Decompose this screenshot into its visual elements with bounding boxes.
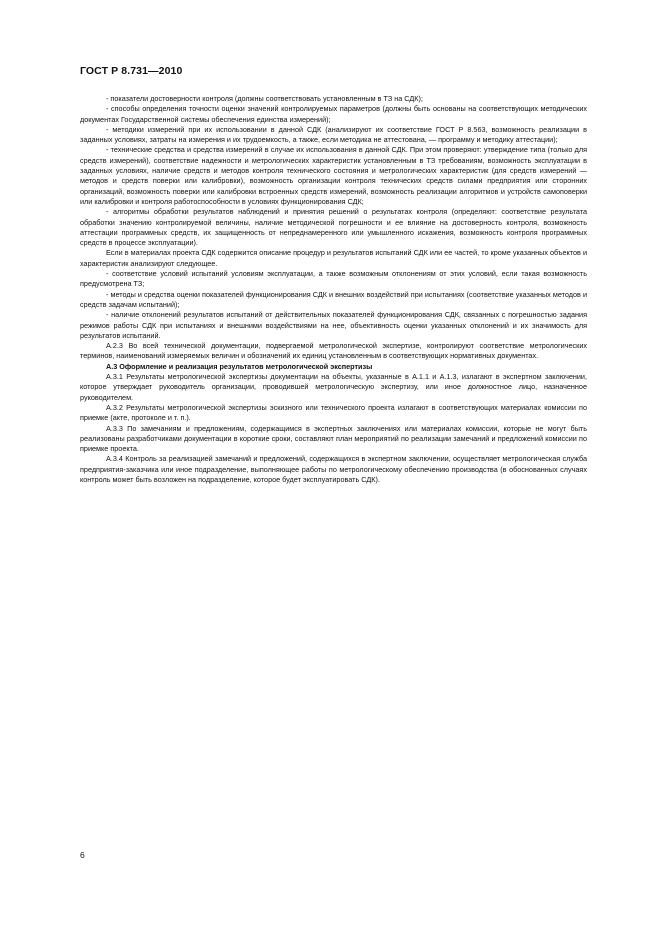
paragraph: - алгоритмы обработки результатов наблюдений и принятия решений о результатах контроля (определяют: соответствие результата обработки значению контролируемой величины, наличие методической погрешности и ее влияние на достоверность контроля, возможность аттестации программных средств, их защищенность от непреднамеренного или умышленного искажения, возможность контроля программных средств в процессе эксплуатации). xyxy=(80,207,587,248)
paragraph: Если в материалах проекта СДК содержится описание процедур и результатов испытаний СДК или ее частей, то кроме указанных объектов и характеристик анализируют следующее. xyxy=(80,248,587,268)
paragraph: А.3.3 По замечаниям и предложениям, содержащимся в экспертных заключениях или материалах комиссии, которые не могут быть реализованы разработчиками документации в короткие сроки, составляют план мероприятий по реализации замечаний и предложений комиссии по приемке проекта. xyxy=(80,423,587,454)
paragraph: А.3.2 Результаты метрологической экспертизы эскизного или технического проекта излагают в соответствующих материалах комиссии по приемке (акте, протоколе и т. п.). xyxy=(80,402,587,423)
document-header: ГОСТ Р 8.731—2010 xyxy=(80,65,183,77)
paragraph: - показатели достоверности контроля (должны соответствовать установленным в ТЗ на СДК); xyxy=(106,94,423,103)
paragraph: - технические средства и средства измерений в случае их использования в данной СДК. При этом проверяют: утверждение типа (только для средств измерений), соответствие надежности и метрологических характеристик установленным в ТЗ требованиям, возможность эксплуатации в заданных условиях, наличие средств и методов контроля технического состояния и метрологических характеристик (для средств измерений — методов и средств поверки или калибровки), возможность организации контроля технических средств силами предприятия или сторонних организаций, возможность поверки или калибровки встроенных средств измерений, возможность реализации алгоритмов и устройств самоповерки или калибровки и контроля работоспособности в условиях функционирования СДК; xyxy=(80,145,587,206)
paragraph: А.3.1 Результаты метрологической экспертизы документации на объекты, указанные в А.1.1 и А.1.3, излагают в экспертном заключении, которое утверждает руководитель организации, проводившей метрологическую экспертизу, или иное должностное лицо, назначенное руководителем. xyxy=(80,372,587,402)
paragraph: - наличие отклонений результатов испытаний от действительных показателей функционирования СДК, связанных с погрешностью задания режимов работы СДК при испытаниях и внешними воздействиями на нее, объективность оценки указанных отклонений и их значимость для результатов испытаний. xyxy=(80,310,587,340)
paragraph: - методы и средства оценки показателей функционирования СДК и внешних воздействий при испытаниях (соответствие указанных методов и средств задачам испытаний); xyxy=(80,289,587,309)
paragraph: - способы определения точности оценки значений контролируемых параметров (должны быть основаны на соответствующих методических документах Государственной системы обеспечения единства измерений); xyxy=(80,104,587,124)
page-number: 6 xyxy=(80,850,85,860)
paragraph: - методики измерений при их использовании в данной СДК (анализируют их соответствие ГОСТ Р 8.563, возможность реализации в заданных условиях, затраты на измерения и их трудоемкость, а также, если методика не аттестована, — программу и методику аттестации); xyxy=(80,124,587,145)
paragraph: А.3.4 Контроль за реализацией замечаний и предложений, содержащихся в экспертном заключении, осуществляет метрологическая служба предприятия-заказчика или иное подразделение, выполняющее работы по метрологическому обеспечению производства (в обоснованных случаях контроль может быть возложен на подразделение, которое будет эксплуатировать СДК). xyxy=(80,454,587,484)
document-body xyxy=(80,94,587,485)
section-heading: А.3 Оформление и реализация результатов метрологической экспертизы xyxy=(106,361,373,371)
paragraph: А.2.3 Во всей технической документации, подвергаемой метрологической экспертизе, контролируют соответствие метрологических терминов, наименований измеряемых величин и обозначений их единиц установленным в соответствующих нормативных документах. xyxy=(80,341,587,361)
paragraph: - соответствие условий испытаний условиям эксплуатации, а также возможным отклонениям от этих условий, если такая возможность предусмотрена ТЗ; xyxy=(80,269,587,289)
